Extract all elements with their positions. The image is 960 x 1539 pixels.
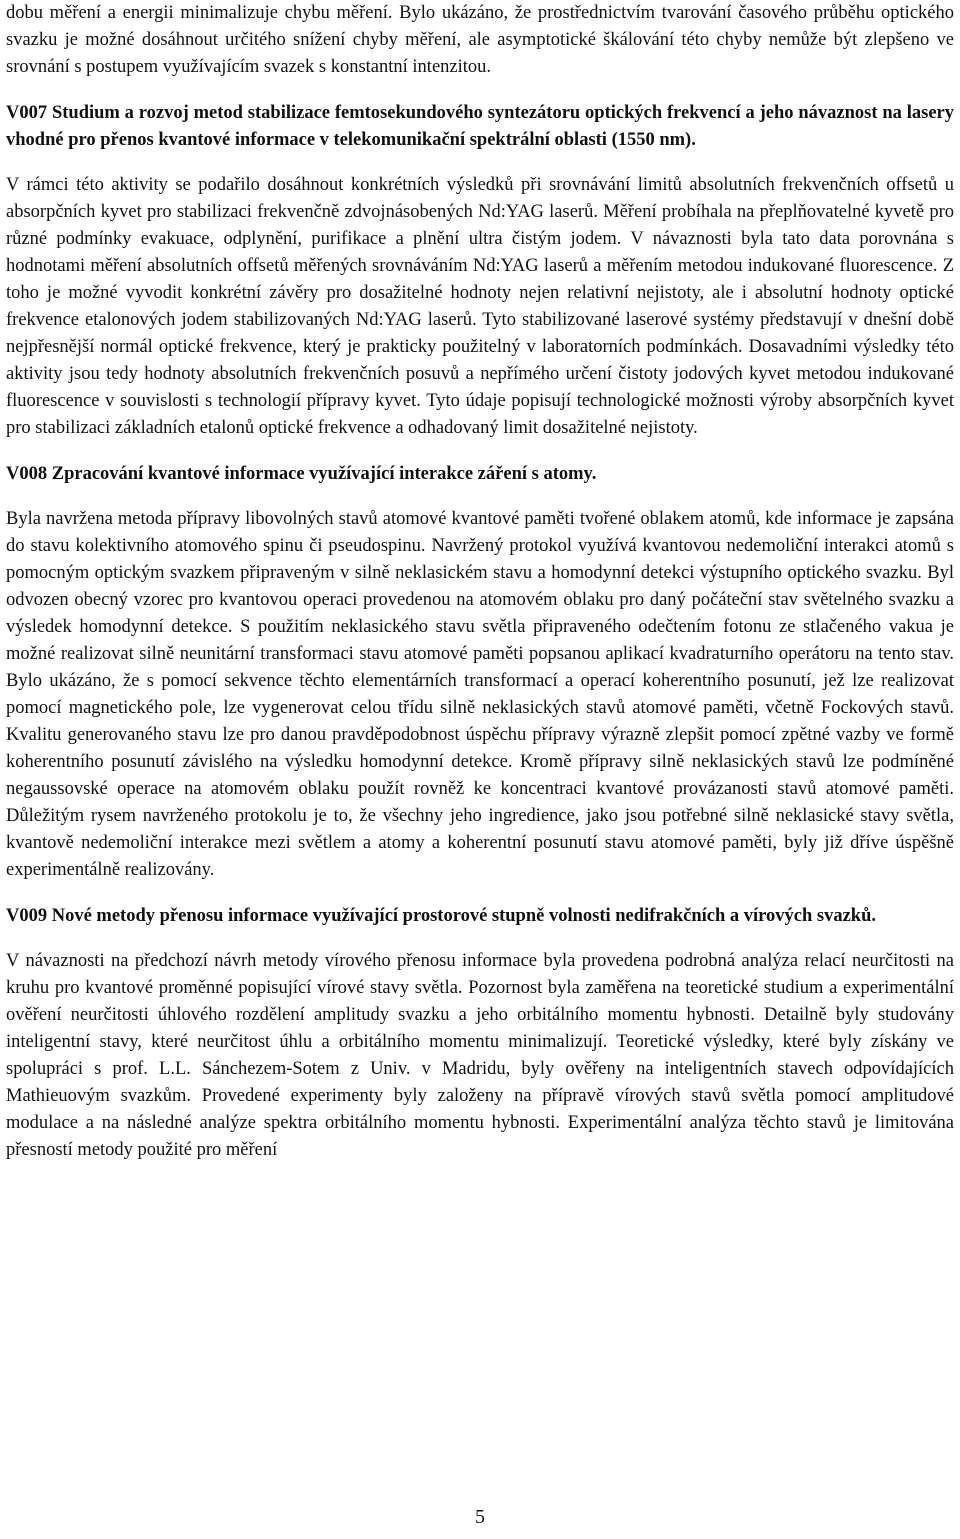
section-v009 bbox=[6, 903, 954, 1164]
section-v007 bbox=[6, 100, 954, 442]
paragraph-spacer bbox=[6, 930, 954, 948]
paragraph-spacer bbox=[6, 154, 954, 172]
intro-paragraph: dobu měření a energii minimalizuje chybu měření. Bylo ukázáno, že prostřednictvím tvarování časového průběhu optického svazku je možné dosáhnout určitého snížení chyby měření, ale asymptotické škálování této chyby nemůže být zlepšeno ve srovnání s postupem využívajícím svazek s konstantní intenzitou. bbox=[6, 3, 954, 77]
section-spacer bbox=[6, 442, 954, 461]
page-content bbox=[6, 0, 954, 1164]
section-heading-v008: V008 Zpracování kvantové informace využívající interakce záření s atomy. bbox=[6, 464, 597, 484]
page-number: 5 bbox=[475, 1506, 485, 1528]
section-heading-v007: V007 Studium a rozvoj metod stabilizace femtosekundového syntezátoru optických frekvencí a jeho návaznost na lasery vhodné pro přenos kvantové informace v telekomunikační spektrální oblasti (1550 nm). bbox=[6, 103, 954, 150]
section-body-v007: V rámci této aktivity se podařilo dosáhnout konkrétních výsledků při srovnávání limitů absolutních frekvenčních offsetů u absorpčních kyvet pro stabilizaci frekvenčně zdvojnásobených Nd:YAG laserů. Měření probíhala na přeplňovatelné kyvetě pro různé podmínky evakuace, odplynění, purifikace a plnění ultra čistým jodem. V návaznosti byla tato data porovnána s hodnotami měření absolutních offsetů měřených srovnáváním Nd:YAG laserů a měřením metodou indukované fluorescence. Z toho je možné vyvodit konkrétní závěry pro dosažitelné hodnoty nejen relativní nejistoty, ale i absolutní hodnoty optické frekvence etalonových jodem stabilizovaných Nd:YAG laserů. Tyto stabilizované laserové systémy představují v dnešní době nejpřesnější normál optické frekvence, který je prakticky použitelný v laboratorních podmínkách. Dosavadními výsledky této aktivity jsou tedy hodnoty absolutních frekvenčních posuvů a nepřímého určení čistoty jodových kyvet metodou indukované fluorescence v souvislosti s technologií přípravy kyvet. Tyto údaje popisují technologické možnosti výroby absorpčních kyvet pro stabilizaci základních etalonů optické frekvence a odhadovaný limit dosažitelné nejistoty. bbox=[6, 175, 954, 438]
section-body-v008: Byla navržena metoda přípravy libovolných stavů atomové kvantové paměti tvořené oblakem atomů, kde informace je zapsána do stavu kolektivního atomového spinu či pseudospinu. Navržený protokol využívá kvantovou nedemoliční interakci atomů s pomocným optickým svazkem připraveným v silně neklasickém stavu a homodynní detekci výstupního optického svazku. Byl odvozen obecný vzorec pro kvantovou operaci provedenou na atomovém oblaku pro daný počáteční stav světelného svazku a výsledek homodynní detekce. S použitím neklasického stavu světla připraveného odečtením fotonu ze stlačeného vakua je možné realizovat silně neunitární transformaci stavu atomové paměti popsanou aplikací kvadraturního operátoru na tento stav. Bylo ukázáno, že s pomocí sekvence těchto elementárních transformací a operací koherentního posunutí, jež lze realizovat pomocí magnetického pole, lze vygenerovat celou třídu silně neklasických stavů atomové paměti, včetně Fockových stavů. Kvalitu generovaného stavu lze pro danou pravděpodobnost úspěchu přípravy výrazně zlepšit pomocí zpětné vazby ve formě koherentního posunutí závislého na výsledku homodynní detekce. Kromě přípravy silně neklasických stavů lze podmíněné negaussovské operace na atomovém oblaku použít rovněž ke koncentraci kvantové provázanosti stavů atomové paměti. Důležitým rysem navrženého protokolu je to, že všechny jeho ingredience, jako jsou potřebné silně neklasické stavy světla, kvantově nedemoliční interakce mezi světlem a atomy a koherentní posunutí stavu atomové paměti, byly již dříve úspěšně experimentálně realizovány. bbox=[6, 509, 954, 880]
paragraph-spacer bbox=[6, 488, 954, 506]
section-v008 bbox=[6, 461, 954, 884]
section-heading-v009: V009 Nové metody přenosu informace využívající prostorové stupně volnosti nedifrakčních a vírových svazků. bbox=[6, 906, 877, 926]
section-body-v009: V návaznosti na předchozí návrh metody vírového přenosu informace byla provedena podrobná analýza relací neurčitosti na kruhu pro kvantové proměnné popisující vírové stavy světla. Pozornost byla zaměřena na teoretické studium a experimentální ověření neurčitosti úhlového rozdělení amplitudy svazku a jeho orbitálního momentu hybnosti. Detailně byly studovány inteligentní stavy, které neurčitost úhlu a orbitálního momentu minimalizují. Teoretické výsledky, které byly získány ve spolupráci s prof. L.L. Sánchezem-Sotem z Univ. v Madridu, byly ověřeny na inteligentních stavech odpovídajících Mathieuovým svazkům. Provedené experimenty byly založeny na přípravě vírových stavů světla pomocí amplitudové modulace a na následné analýze spektra orbitálního momentu hybnosti. Experimentální analýza těchto stavů je limitována přesností metody použité pro měření bbox=[6, 951, 954, 1160]
section-spacer bbox=[6, 884, 954, 903]
paragraph-spacer bbox=[6, 81, 954, 100]
